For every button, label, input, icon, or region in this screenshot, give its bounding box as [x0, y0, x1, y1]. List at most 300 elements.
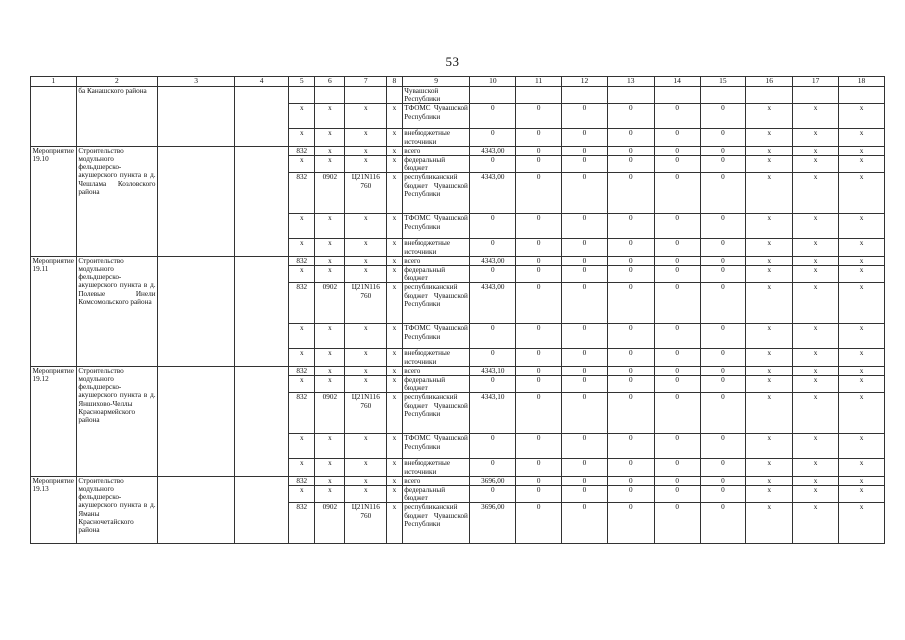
- value-cell-col12: 0: [562, 376, 608, 393]
- value-cell-col18: x: [839, 349, 885, 366]
- empty-cell-col3: [158, 476, 235, 544]
- expense-type-cell: x: [387, 266, 403, 283]
- value-cell-col12: 0: [562, 239, 608, 256]
- value-cell-col15: 0: [700, 104, 746, 129]
- measure-label-cell: Строительство модульного фельдшерско-акушерского пункта в д. Яншихово-Челлы Красноармейского района: [76, 366, 157, 476]
- section-code-cell: x: [315, 129, 345, 146]
- funding-source-cell: ТФОМС Чувашской Республики: [402, 434, 470, 459]
- expense-type-cell: x: [387, 283, 403, 324]
- value-cell-col17: x: [793, 434, 839, 459]
- value-cell-col18: x: [839, 256, 885, 265]
- target-code-cell: x: [345, 104, 387, 129]
- value-cell-col10: 0: [470, 349, 516, 366]
- column-header-1: 1: [31, 77, 77, 87]
- value-cell-col12: 0: [562, 459, 608, 476]
- expense-type-cell: x: [387, 486, 403, 503]
- value-cell-col16: x: [746, 324, 793, 349]
- value-cell-col13: 0: [607, 459, 654, 476]
- target-code-cell: x: [345, 214, 387, 239]
- expense-type-cell: x: [387, 146, 403, 155]
- value-cell-col14: 0: [654, 239, 700, 256]
- section-code-cell: x: [315, 349, 345, 366]
- funding-source-cell: федеральный бюджет: [402, 376, 470, 393]
- value-cell-col15: 0: [700, 146, 746, 155]
- value-cell-col18: x: [839, 324, 885, 349]
- value-cell-col16: x: [746, 476, 793, 485]
- value-cell-col11: 0: [516, 393, 562, 434]
- admin-code-cell: x: [289, 129, 315, 146]
- value-cell-col10: 0: [470, 266, 516, 283]
- table-row: [31, 476, 885, 485]
- value-cell-col13: [607, 87, 654, 104]
- expense-type-cell: x: [387, 324, 403, 349]
- value-cell-col14: 0: [654, 476, 700, 485]
- column-header-18: 18: [839, 77, 885, 87]
- target-code-cell: Ц21N116 760: [345, 393, 387, 434]
- funding-source-cell: внебюджетные источники: [402, 349, 470, 366]
- column-header-15: 15: [700, 77, 746, 87]
- measure-name-cell: Мероприятие 19.13: [31, 476, 77, 544]
- value-cell-col14: 0: [654, 283, 700, 324]
- measure-label-cell: ба Канашского района: [76, 87, 157, 147]
- value-cell-col14: 0: [654, 156, 700, 173]
- value-cell-col15: 0: [700, 283, 746, 324]
- admin-code-cell: x: [289, 349, 315, 366]
- section-code-cell: 0902: [315, 173, 345, 214]
- value-cell-col16: x: [746, 214, 793, 239]
- admin-code-cell: x: [289, 239, 315, 256]
- value-cell-col17: x: [793, 173, 839, 214]
- measure-name-cell: Мероприятие 19.10: [31, 146, 77, 256]
- value-cell-col13: 0: [607, 476, 654, 485]
- value-cell-col16: x: [746, 129, 793, 146]
- admin-code-cell: x: [289, 434, 315, 459]
- funding-source-cell: ТФОМС Чувашской Республики: [402, 324, 470, 349]
- value-cell-col17: [793, 87, 839, 104]
- value-cell-col18: x: [839, 476, 885, 485]
- admin-code-cell: 832: [289, 146, 315, 155]
- table-row: [31, 87, 885, 104]
- section-code-cell: 0902: [315, 503, 345, 544]
- value-cell-col15: 0: [700, 393, 746, 434]
- value-cell-col10: 4343,00: [470, 283, 516, 324]
- value-cell-col10: 0: [470, 214, 516, 239]
- admin-code-cell: x: [289, 266, 315, 283]
- value-cell-col15: 0: [700, 214, 746, 239]
- value-cell-col10: 0: [470, 376, 516, 393]
- funding-source-cell: федеральный бюджет: [402, 156, 470, 173]
- expense-type-cell: x: [387, 459, 403, 476]
- value-cell-col10: 4343,10: [470, 366, 516, 375]
- target-code-cell: x: [345, 476, 387, 485]
- measure-label-cell: Строительство модульного фельдшерско-акушерского пункта в д. Полевые Инели Комсомольского района: [76, 256, 157, 366]
- value-cell-col11: 0: [516, 173, 562, 214]
- value-cell-col17: x: [793, 324, 839, 349]
- value-cell-col18: x: [839, 239, 885, 256]
- admin-code-cell: x: [289, 156, 315, 173]
- value-cell-col12: 0: [562, 256, 608, 265]
- value-cell-col18: x: [839, 393, 885, 434]
- funding-source-cell: Чувашской Республики: [402, 87, 470, 104]
- value-cell-col10: 4343,00: [470, 173, 516, 214]
- value-cell-col13: 0: [607, 349, 654, 366]
- value-cell-col18: x: [839, 376, 885, 393]
- section-code-cell: x: [315, 459, 345, 476]
- target-code-cell: x: [345, 459, 387, 476]
- funding-source-cell: всего: [402, 366, 470, 375]
- value-cell-col17: x: [793, 503, 839, 544]
- value-cell-col15: 0: [700, 349, 746, 366]
- admin-code-cell: x: [289, 376, 315, 393]
- section-code-cell: x: [315, 434, 345, 459]
- value-cell-col13: 0: [607, 104, 654, 129]
- funding-source-cell: федеральный бюджет: [402, 266, 470, 283]
- value-cell-col18: x: [839, 366, 885, 375]
- value-cell-col12: 0: [562, 146, 608, 155]
- value-cell-col11: 0: [516, 434, 562, 459]
- value-cell-col14: 0: [654, 459, 700, 476]
- value-cell-col12: 0: [562, 503, 608, 544]
- section-code-cell: x: [315, 476, 345, 485]
- value-cell-col15: 0: [700, 239, 746, 256]
- expense-type-cell: x: [387, 104, 403, 129]
- value-cell-col13: 0: [607, 366, 654, 375]
- column-header-12: 12: [562, 77, 608, 87]
- admin-code-cell: 832: [289, 476, 315, 485]
- empty-cell-col4: [235, 366, 289, 476]
- section-code-cell: 0902: [315, 283, 345, 324]
- value-cell-col15: 0: [700, 173, 746, 214]
- value-cell-col16: x: [746, 503, 793, 544]
- expense-type-cell: x: [387, 239, 403, 256]
- value-cell-col17: x: [793, 266, 839, 283]
- section-code-cell: x: [315, 214, 345, 239]
- admin-code-cell: x: [289, 459, 315, 476]
- value-cell-col11: 0: [516, 283, 562, 324]
- admin-code-cell: x: [289, 486, 315, 503]
- value-cell-col18: x: [839, 459, 885, 476]
- value-cell-col15: 0: [700, 476, 746, 485]
- value-cell-col14: 0: [654, 366, 700, 375]
- value-cell-col16: [746, 87, 793, 104]
- value-cell-col10: 0: [470, 104, 516, 129]
- funding-source-cell: всего: [402, 146, 470, 155]
- value-cell-col12: 0: [562, 366, 608, 375]
- value-cell-col12: 0: [562, 324, 608, 349]
- funding-source-cell: республиканский бюджет Чувашской Республики: [402, 393, 470, 434]
- column-header-10: 10: [470, 77, 516, 87]
- empty-cell-col3: [158, 256, 235, 366]
- value-cell-col11: 0: [516, 256, 562, 265]
- value-cell-col18: [839, 87, 885, 104]
- expense-type-cell: x: [387, 214, 403, 239]
- value-cell-col18: x: [839, 283, 885, 324]
- value-cell-col16: x: [746, 173, 793, 214]
- target-code-cell: Ц21N116 760: [345, 503, 387, 544]
- target-code-cell: x: [345, 256, 387, 265]
- value-cell-col14: 0: [654, 146, 700, 155]
- value-cell-col12: 0: [562, 434, 608, 459]
- value-cell-col10: 0: [470, 459, 516, 476]
- column-header-8: 8: [387, 77, 403, 87]
- expense-type-cell: x: [387, 434, 403, 459]
- funding-source-cell: внебюджетные источники: [402, 239, 470, 256]
- value-cell-col18: x: [839, 146, 885, 155]
- value-cell-col10: 0: [470, 239, 516, 256]
- value-cell-col10: 0: [470, 434, 516, 459]
- value-cell-col14: 0: [654, 173, 700, 214]
- value-cell-col17: x: [793, 104, 839, 129]
- value-cell-col16: x: [746, 349, 793, 366]
- value-cell-col13: 0: [607, 266, 654, 283]
- value-cell-col13: 0: [607, 503, 654, 544]
- value-cell-col14: 0: [654, 393, 700, 434]
- value-cell-col11: 0: [516, 266, 562, 283]
- value-cell-col11: 0: [516, 503, 562, 544]
- value-cell-col15: 0: [700, 503, 746, 544]
- expense-type-cell: x: [387, 503, 403, 544]
- value-cell-col12: 0: [562, 173, 608, 214]
- column-header-2: 2: [76, 77, 157, 87]
- target-code-cell: x: [345, 349, 387, 366]
- admin-code-cell: x: [289, 214, 315, 239]
- value-cell-col13: 0: [607, 324, 654, 349]
- value-cell-col15: 0: [700, 129, 746, 146]
- funding-source-cell: ТФОМС Чувашской Республики: [402, 214, 470, 239]
- value-cell-col14: 0: [654, 503, 700, 544]
- value-cell-col12: 0: [562, 349, 608, 366]
- value-cell-col12: 0: [562, 156, 608, 173]
- value-cell-col18: x: [839, 214, 885, 239]
- value-cell-col13: 0: [607, 393, 654, 434]
- value-cell-col16: x: [746, 283, 793, 324]
- value-cell-col12: 0: [562, 393, 608, 434]
- target-code-cell: Ц21N116 760: [345, 283, 387, 324]
- section-code-cell: x: [315, 266, 345, 283]
- value-cell-col14: 0: [654, 266, 700, 283]
- expense-type-cell: x: [387, 366, 403, 375]
- funding-source-cell: республиканский бюджет Чувашской Республики: [402, 173, 470, 214]
- value-cell-col13: 0: [607, 129, 654, 146]
- value-cell-col17: x: [793, 459, 839, 476]
- value-cell-col13: 0: [607, 156, 654, 173]
- target-code-cell: x: [345, 366, 387, 375]
- value-cell-col18: x: [839, 434, 885, 459]
- value-cell-col17: x: [793, 156, 839, 173]
- value-cell-col17: x: [793, 283, 839, 324]
- target-code-cell: x: [345, 156, 387, 173]
- value-cell-col11: 0: [516, 324, 562, 349]
- value-cell-col11: 0: [516, 376, 562, 393]
- value-cell-col10: 4343,10: [470, 393, 516, 434]
- value-cell-col13: 0: [607, 256, 654, 265]
- value-cell-col11: [516, 87, 562, 104]
- value-cell-col15: 0: [700, 156, 746, 173]
- value-cell-col16: x: [746, 376, 793, 393]
- value-cell-col10: 0: [470, 156, 516, 173]
- value-cell-col10: 0: [470, 486, 516, 503]
- value-cell-col13: 0: [607, 376, 654, 393]
- empty-cell-col3: [158, 87, 235, 147]
- value-cell-col12: 0: [562, 486, 608, 503]
- section-code-cell: x: [315, 104, 345, 129]
- value-cell-col13: 0: [607, 239, 654, 256]
- value-cell-col15: [700, 87, 746, 104]
- value-cell-col11: 0: [516, 156, 562, 173]
- value-cell-col11: 0: [516, 129, 562, 146]
- admin-code-cell: 832: [289, 393, 315, 434]
- value-cell-col17: x: [793, 486, 839, 503]
- section-code-cell: x: [315, 324, 345, 349]
- value-cell-col17: x: [793, 256, 839, 265]
- value-cell-col14: 0: [654, 324, 700, 349]
- admin-code-cell: 832: [289, 366, 315, 375]
- empty-cell-col4: [235, 87, 289, 147]
- section-code-cell: x: [315, 486, 345, 503]
- value-cell-col17: x: [793, 129, 839, 146]
- measure-label-cell: Строительство модульного фельдшерско-акушерского пункта в д. Чешлама Козловского района: [76, 146, 157, 256]
- value-cell-col14: 0: [654, 256, 700, 265]
- column-header-6: 6: [315, 77, 345, 87]
- section-code-cell: x: [315, 156, 345, 173]
- value-cell-col11: 0: [516, 104, 562, 129]
- value-cell-col16: x: [746, 266, 793, 283]
- value-cell-col11: 0: [516, 146, 562, 155]
- value-cell-col11: 0: [516, 486, 562, 503]
- admin-code-cell: [289, 87, 315, 104]
- value-cell-col16: x: [746, 393, 793, 434]
- value-cell-col13: 0: [607, 283, 654, 324]
- value-cell-col18: x: [839, 266, 885, 283]
- admin-code-cell: 832: [289, 173, 315, 214]
- measure-name-cell: Мероприятие 19.12: [31, 366, 77, 476]
- target-code-cell: x: [345, 146, 387, 155]
- value-cell-col16: x: [746, 486, 793, 503]
- value-cell-col11: 0: [516, 349, 562, 366]
- value-cell-col16: x: [746, 256, 793, 265]
- value-cell-col17: x: [793, 476, 839, 485]
- table-row: [31, 366, 885, 375]
- value-cell-col14: 0: [654, 376, 700, 393]
- value-cell-col18: x: [839, 503, 885, 544]
- value-cell-col17: x: [793, 376, 839, 393]
- section-code-cell: x: [315, 256, 345, 265]
- value-cell-col18: x: [839, 129, 885, 146]
- value-cell-col11: 0: [516, 459, 562, 476]
- empty-cell-col4: [235, 256, 289, 366]
- value-cell-col14: 0: [654, 486, 700, 503]
- admin-code-cell: 832: [289, 256, 315, 265]
- value-cell-col10: 4343,00: [470, 146, 516, 155]
- column-header-7: 7: [345, 77, 387, 87]
- value-cell-col12: 0: [562, 104, 608, 129]
- funding-source-cell: федеральный бюджет: [402, 486, 470, 503]
- expense-type-cell: x: [387, 349, 403, 366]
- value-cell-col16: x: [746, 459, 793, 476]
- value-cell-col10: 0: [470, 129, 516, 146]
- value-cell-col14: 0: [654, 104, 700, 129]
- value-cell-col14: 0: [654, 349, 700, 366]
- value-cell-col13: 0: [607, 434, 654, 459]
- value-cell-col12: 0: [562, 214, 608, 239]
- funding-source-cell: внебюджетные источники: [402, 129, 470, 146]
- expense-type-cell: x: [387, 129, 403, 146]
- section-code-cell: x: [315, 376, 345, 393]
- value-cell-col18: x: [839, 104, 885, 129]
- column-header-14: 14: [654, 77, 700, 87]
- value-cell-col17: x: [793, 366, 839, 375]
- value-cell-col15: 0: [700, 486, 746, 503]
- value-cell-col11: 0: [516, 366, 562, 375]
- value-cell-col12: 0: [562, 266, 608, 283]
- admin-code-cell: 832: [289, 503, 315, 544]
- measure-label-cell: Строительство модульного фельдшерско-акушерского пункта в д. Яманы Красночетайского района: [76, 476, 157, 544]
- funding-source-cell: внебюджетные источники: [402, 459, 470, 476]
- budget-table: [30, 76, 885, 544]
- funding-source-cell: республиканский бюджет Чувашской Республики: [402, 503, 470, 544]
- value-cell-col15: 0: [700, 366, 746, 375]
- value-cell-col14: 0: [654, 129, 700, 146]
- section-code-cell: [315, 87, 345, 104]
- table-header: [31, 77, 885, 87]
- value-cell-col11: 0: [516, 214, 562, 239]
- column-header-11: 11: [516, 77, 562, 87]
- value-cell-col15: 0: [700, 266, 746, 283]
- value-cell-col10: [470, 87, 516, 104]
- value-cell-col15: 0: [700, 459, 746, 476]
- value-cell-col13: 0: [607, 173, 654, 214]
- value-cell-col15: 0: [700, 376, 746, 393]
- column-header-16: 16: [746, 77, 793, 87]
- empty-cell-col4: [235, 476, 289, 544]
- value-cell-col17: x: [793, 214, 839, 239]
- value-cell-col16: x: [746, 434, 793, 459]
- value-cell-col11: 0: [516, 476, 562, 485]
- value-cell-col14: 0: [654, 434, 700, 459]
- value-cell-col12: 0: [562, 476, 608, 485]
- value-cell-col10: 4343,00: [470, 256, 516, 265]
- value-cell-col16: x: [746, 239, 793, 256]
- value-cell-col15: 0: [700, 324, 746, 349]
- value-cell-col15: 0: [700, 256, 746, 265]
- section-code-cell: x: [315, 239, 345, 256]
- value-cell-col18: x: [839, 173, 885, 214]
- target-code-cell: x: [345, 239, 387, 256]
- value-cell-col18: x: [839, 156, 885, 173]
- funding-source-cell: ТФОМС Чувашской Республики: [402, 104, 470, 129]
- section-code-cell: 0902: [315, 393, 345, 434]
- value-cell-col10: 3696,00: [470, 503, 516, 544]
- column-header-13: 13: [607, 77, 654, 87]
- expense-type-cell: x: [387, 256, 403, 265]
- column-header-17: 17: [793, 77, 839, 87]
- table-row: [31, 256, 885, 265]
- target-code-cell: x: [345, 376, 387, 393]
- value-cell-col14: [654, 87, 700, 104]
- value-cell-col14: 0: [654, 214, 700, 239]
- value-cell-col12: [562, 87, 608, 104]
- funding-source-cell: всего: [402, 476, 470, 485]
- expense-type-cell: x: [387, 393, 403, 434]
- value-cell-col13: 0: [607, 214, 654, 239]
- target-code-cell: x: [345, 129, 387, 146]
- column-header-4: 4: [235, 77, 289, 87]
- value-cell-col12: 0: [562, 283, 608, 324]
- empty-cell-col3: [158, 146, 235, 256]
- expense-type-cell: x: [387, 173, 403, 214]
- target-code-cell: x: [345, 434, 387, 459]
- value-cell-col17: x: [793, 146, 839, 155]
